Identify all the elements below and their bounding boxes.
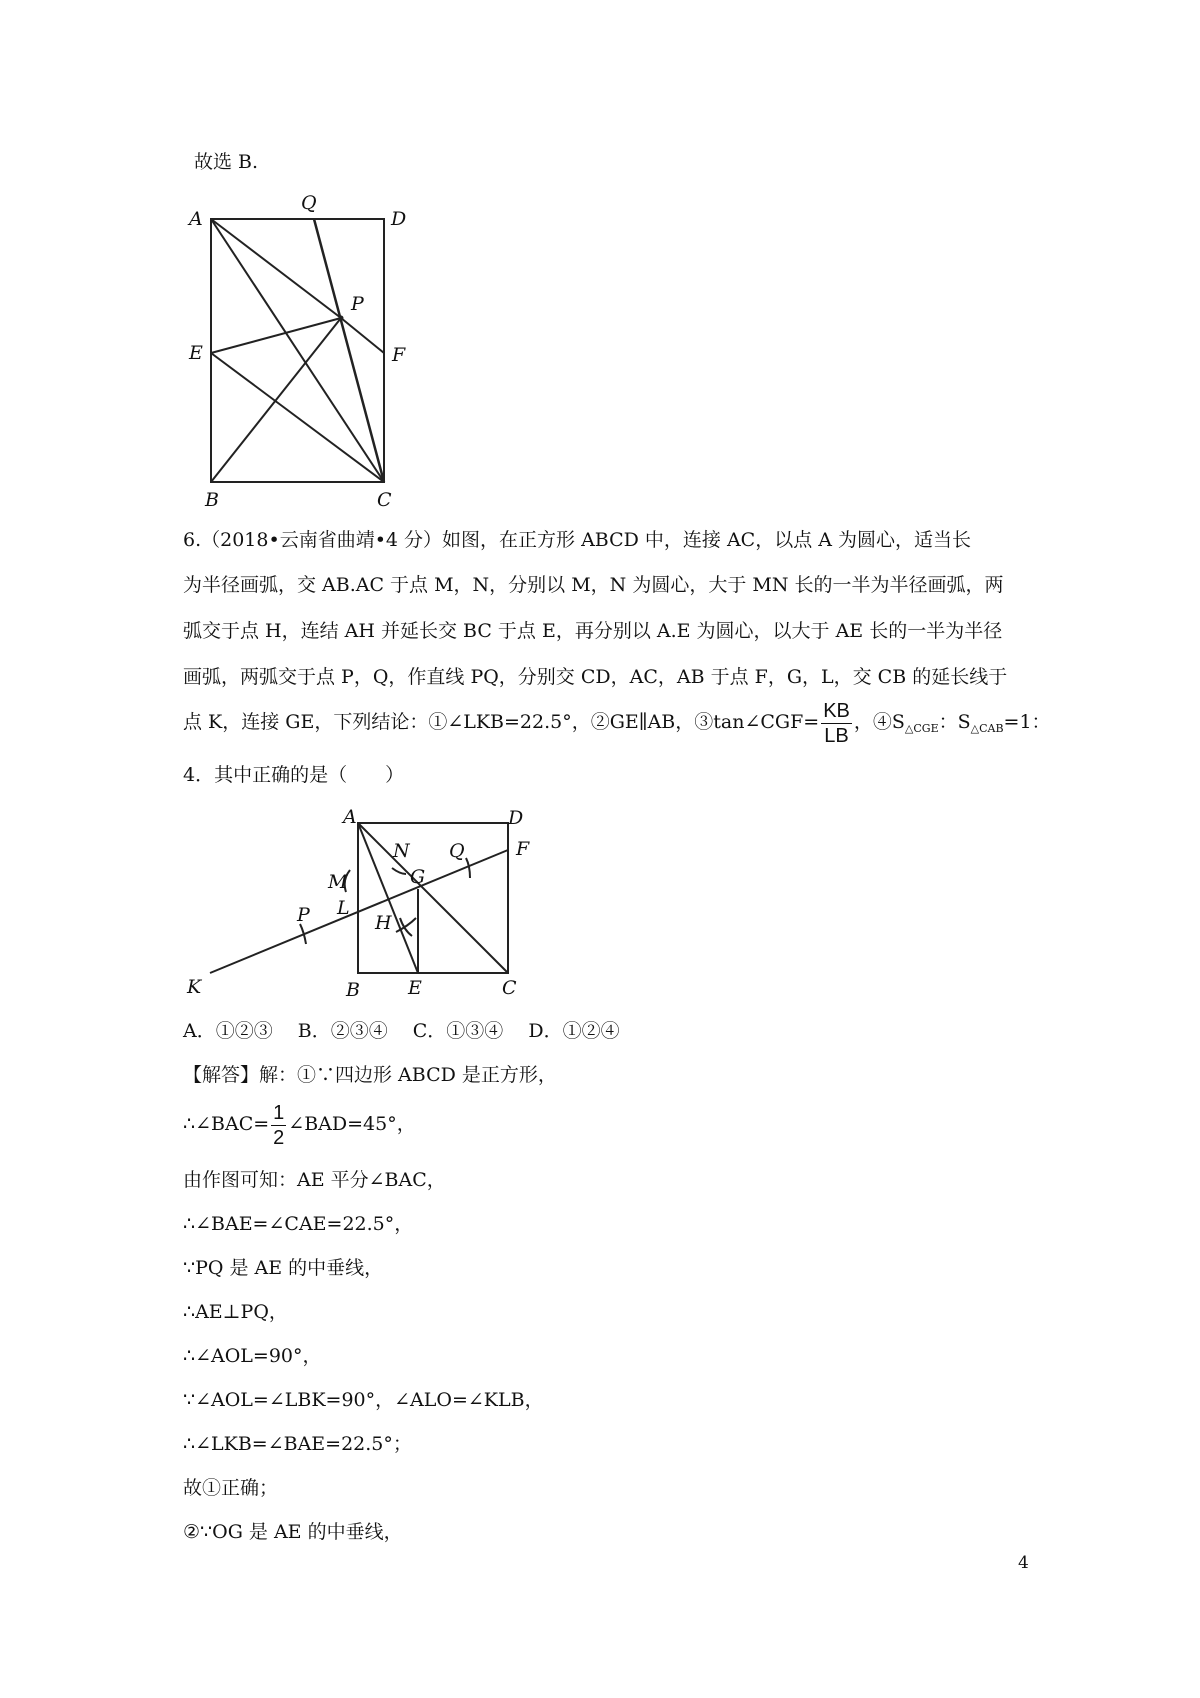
line5-colon: ：S bbox=[938, 711, 971, 733]
segment-ac bbox=[211, 219, 384, 482]
solution-line-9: ∴∠LKB=∠BAE=22.5°； bbox=[183, 1433, 412, 1455]
label2-q: Q bbox=[449, 840, 465, 862]
l2-pre: ∴∠BAC= bbox=[183, 1113, 270, 1135]
label-b: B bbox=[205, 489, 219, 511]
solution-line-6: ∴AE⊥PQ， bbox=[183, 1301, 288, 1323]
solution-line-11: ②∵OG 是 AE 的中垂线， bbox=[183, 1521, 403, 1543]
label2-k: K bbox=[187, 976, 202, 998]
solution-line-4: ∴∠BAE=∠CAE=22.5°， bbox=[183, 1213, 414, 1235]
solution-line-10: 故①正确； bbox=[183, 1477, 279, 1499]
answer-options: A．①②③ B．②③④ C．①③④ D．①②④ bbox=[183, 1020, 620, 1042]
question-line-6: 4．其中正确的是（ ） bbox=[183, 764, 405, 786]
subscript-cge: △CGE bbox=[904, 722, 939, 735]
segment-ap bbox=[211, 219, 341, 318]
label2-l: L bbox=[337, 897, 350, 919]
subscript-cab: △CAB bbox=[970, 722, 1004, 735]
label-f: F bbox=[392, 344, 406, 366]
rectangle-figure bbox=[170, 190, 430, 511]
label2-e: E bbox=[408, 977, 422, 999]
question-line-1: 6.（2018•云南省曲靖•4 分）如图，在正方形 ABCD 中，连接 AC，以点 A 为圆心，适当长 bbox=[183, 529, 972, 551]
label2-c: C bbox=[502, 977, 517, 999]
diagonal-ac bbox=[358, 823, 508, 973]
label2-g: G bbox=[410, 866, 426, 888]
solution-line-2 bbox=[183, 1096, 416, 1152]
fraction-numerator: KB bbox=[823, 699, 850, 722]
solution-line-8: ∵∠AOL=∠LBK=90°，∠ALO=∠KLB， bbox=[183, 1389, 544, 1411]
solution-line-3: 由作图可知：AE 平分∠BAC， bbox=[183, 1169, 446, 1191]
label-q: Q bbox=[301, 192, 317, 214]
label-p: P bbox=[351, 293, 364, 315]
segment-bp bbox=[211, 318, 341, 482]
label-a: A bbox=[189, 208, 203, 230]
label-c: C bbox=[377, 489, 392, 511]
solution-line-7: ∴∠AOL=90°， bbox=[183, 1345, 322, 1367]
line5-mid: ，④S bbox=[853, 711, 905, 733]
fraction-half bbox=[271, 1101, 286, 1150]
label2-h: H bbox=[375, 912, 392, 934]
label2-d: D bbox=[508, 807, 524, 829]
solution-line-5: ∵PQ 是 AE 的中垂线， bbox=[183, 1257, 384, 1279]
line5-end: =1： bbox=[1003, 711, 1051, 733]
segment-qc bbox=[314, 219, 384, 482]
segment-ep bbox=[211, 318, 341, 353]
l2-post: ∠BAD=45°， bbox=[288, 1113, 416, 1135]
label-d: D bbox=[391, 208, 407, 230]
label2-p: P bbox=[297, 904, 310, 926]
label-e: E bbox=[189, 342, 203, 364]
label2-a: A bbox=[343, 806, 357, 828]
fraction-denominator: LB bbox=[824, 724, 849, 747]
question-line-2: 为半径画弧，交 AB.AC 于点 M，N，分别以 M，N 为圆心，大于 MN 长的一半为半径画弧，两 bbox=[183, 574, 1004, 596]
fraction-kb-lb bbox=[821, 699, 852, 748]
label2-m: M bbox=[328, 871, 348, 893]
label2-b: B bbox=[346, 979, 360, 1001]
fraction-half-num: 1 bbox=[273, 1101, 285, 1124]
page-number: 4 bbox=[1018, 1553, 1029, 1573]
question-line-4: 画弧，两弧交于点 P，Q，作直线 PQ，分别交 CD，AC，AB 于点 F，G，L，交 CB 的延长线于 bbox=[183, 666, 1008, 688]
solution-line-1: 【解答】解：①∵四边形 ABCD 是正方形， bbox=[183, 1064, 557, 1086]
question-line-3: 弧交于点 H，连结 AH 并延长交 BC 于点 E，再分别以 A.E 为圆心，以大于 AE 长的一半为半径 bbox=[183, 620, 1003, 642]
fraction-half-den: 2 bbox=[273, 1126, 285, 1149]
square-construction-figure bbox=[180, 800, 560, 1000]
answer-line: 故选 B. bbox=[194, 151, 259, 173]
label2-f: F bbox=[516, 838, 530, 860]
point-p bbox=[339, 316, 344, 321]
line5-text: 点 K，连接 GE，下列结论：①∠LKB=22.5°，②GE∥AB，③tan∠CGF= bbox=[183, 711, 820, 733]
question-line-5 bbox=[183, 694, 1051, 757]
label2-n: N bbox=[393, 840, 410, 862]
